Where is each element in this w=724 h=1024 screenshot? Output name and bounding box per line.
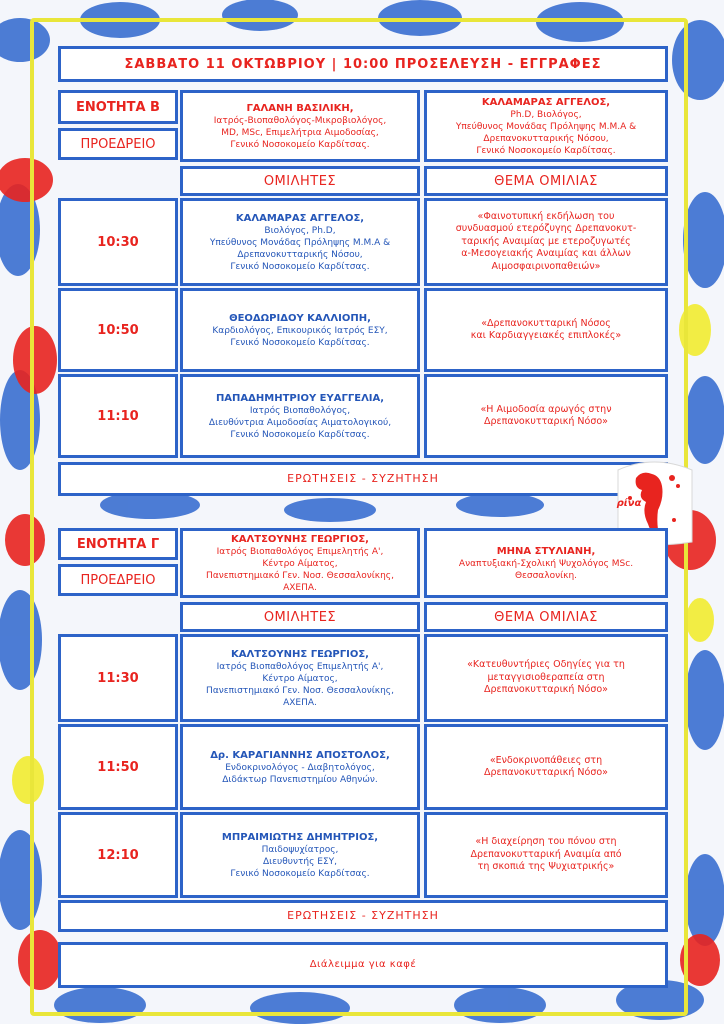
section-b-qa: ΕΡΩΤΗΣΕΙΣ - ΣΥΖΗΤΗΣΗ — [58, 462, 668, 496]
section-c-speakers-header: ΟΜΙΛΗΤΕΣ — [180, 602, 420, 632]
talk-topic: «Κατευθυντήριες Οδηγίες για τη μεταγγισιοθεραπεία στη Δρεπανοκυτταρική Νόσο» — [424, 634, 668, 722]
section-b-label: ΕΝΟΤΗΤΑ Β — [58, 90, 178, 124]
talk-time: 11:50 — [58, 724, 178, 810]
section-b-chair-2: ΚΑΛΑΜΑΡΑΣ ΑΓΓΕΛΟΣ, Ph.D, Βιολόγος, Υπεύθυνος Μονάδας Πρόληψης Μ.Μ.Α & Δρεπανοκυτταρικής Νόσου, Γενικό Νοσοκομείο Καρδίτσας. — [424, 90, 668, 162]
talk-speaker: ΠΑΠΑΔΗΜΗΤΡΙΟΥ ΕΥΑΓΓΕΛΙΑ, Ιατρός Βιοπαθολόγος, Διευθύντρια Αιμοδοσίας Αιματολογικού, Γενικό Νοσοκομείο Καρδίτσας. — [180, 374, 420, 458]
logo-text: ρίνα — [616, 498, 642, 509]
section-c-label: ΕΝΟΤΗΤΑ Γ — [58, 528, 178, 560]
section-c-chair-2: ΜΗΝΑ ΣΤΥΛΙΑΝΗ, Αναπτυξιακή-Σχολική Ψυχολόγος MSc. Θεσσαλονίκη. — [424, 528, 668, 598]
section-c-qa: ΕΡΩΤΗΣΕΙΣ - ΣΥΖΗΤΗΣΗ — [58, 900, 668, 932]
section-b-speakers-header: ΟΜΙΛΗΤΕΣ — [180, 166, 420, 196]
section-b-topic-header: ΘΕΜΑ ΟΜΙΛΙΑΣ — [424, 166, 668, 196]
talk-time: 11:10 — [58, 374, 178, 458]
talk-speaker: ΚΑΛΑΜΑΡΑΣ ΑΓΓΕΛΟΣ, Βιολόγος, Ph.D, Υπεύθυνος Μονάδας Πρόληψης Μ.Μ.Α & Δρεπανοκυτταρικής Νόσου, Γενικό Νοσοκομείο Καρδίτσας. — [180, 198, 420, 286]
section-c-presidium-label: ΠΡΟΕΔΡΕΙΟ — [58, 564, 178, 596]
talk-speaker: ΜΠΡΑΙΜΙΩΤΗΣ ΔΗΜΗΤΡΙΟΣ, Παιδοψυχίατρος, Διευθυντής ΕΣΥ, Γενικό Νοσοκομείο Καρδίτσας. — [180, 812, 420, 898]
talk-time: 11:30 — [58, 634, 178, 722]
section-b-chair-1: ΓΑΛΑΝΗ ΒΑΣΙΛΙΚΗ, Ιατρός-Βιοπαθολόγος-Μικροβιολόγος, MD, MSc, Επιμελήτρια Αιμοδοσίας, Γενικό Νοσοκομείο Καρδίτσας. — [180, 90, 420, 162]
talk-time: 12:10 — [58, 812, 178, 898]
coffee-break: Διάλειμμα για καφέ — [58, 942, 668, 988]
page-title: ΣΑΒΒΑΤΟ 11 ΟΚΤΩΒΡΙΟΥ | 10:00 ΠΡΟΣΕΛΕΥΣΗ - ΕΓΓΡΑΦΕΣ — [58, 46, 668, 82]
talk-time: 10:30 — [58, 198, 178, 286]
talk-speaker: ΘΕΟΔΩΡΙΔΟΥ ΚΑΛΛΙΟΠΗ, Καρδιολόγος, Επικουρικός Ιατρός ΕΣΥ, Γενικό Νοσοκομείο Καρδίτσας. — [180, 288, 420, 372]
section-c-topic-header: ΘΕΜΑ ΟΜΙΛΙΑΣ — [424, 602, 668, 632]
talk-topic: «Ενδοκρινοπάθειες στη Δρεπανοκυτταρική Νόσο» — [424, 724, 668, 810]
talk-topic: «Η Αιμοδοσία αρωγός στην Δρεπανοκυτταρική Νόσο» — [424, 374, 668, 458]
talk-topic: «Φαινοτυπική εκδήλωση του συνδυασμού ετερόζυγης Δρεπανοκυτ- ταρικής Αναιμίας με ετεροζυγωτές α-Μεσογειακής Αναιμίας και άλλων Αιμοσφαιρινοπαθειών» — [424, 198, 668, 286]
talk-topic: «Η διαχείρηση του πόνου στη Δρεπανοκυτταρική Αναιμία από τη σκοπιά της Ψυχιατρικής» — [424, 812, 668, 898]
talk-speaker: ΚΑΛΤΣΟΥΝΗΣ ΓΕΩΡΓΙΟΣ, Ιατρός Βιοπαθολόγος Επιμελητής Α', Κέντρο Αίματος, Πανεπιστημιακό Γεν. Νοσ. Θεσσαλονίκης, ΑΧΕΠΑ. — [180, 634, 420, 722]
talk-topic: «Δρεπανοκυτταρική Νόσος και Καρδιαγγειακές επιπλοκές» — [424, 288, 668, 372]
section-b-presidium-label: ΠΡΟΕΔΡΕΙΟ — [58, 128, 178, 160]
section-c-chair-1: ΚΑΛΤΣΟΥΝΗΣ ΓΕΩΡΓΙΟΣ, Ιατρός Βιοπαθολόγος Επιμελητής Α', Κέντρο Αίματος, Πανεπιστημιακό Γεν. Νοσ. Θεσσαλονίκης, ΑΧΕΠΑ. — [180, 528, 420, 598]
talk-time: 10:50 — [58, 288, 178, 372]
talk-speaker: Δρ. ΚΑΡΑΓΙΑΝΝΗΣ ΑΠΟΣΤΟΛΟΣ, Ενδοκρινολόγος - Διαβητολόγος, Διδάκτωρ Πανεπιστημίου Αθηνών. — [180, 724, 420, 810]
